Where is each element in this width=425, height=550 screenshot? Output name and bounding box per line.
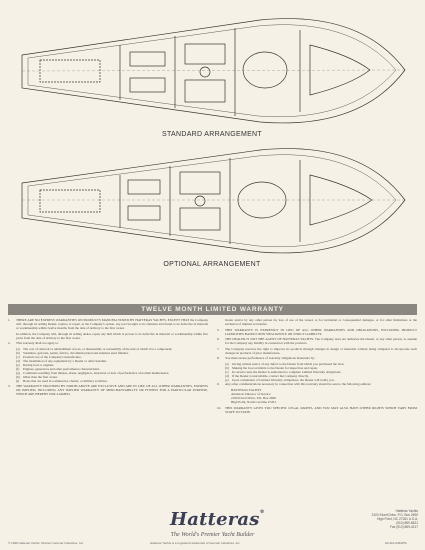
- item-number: 9.: [217, 382, 220, 387]
- optional-caption: OPTIONAL ARRANGEMENT: [163, 261, 261, 268]
- item-text: The Company reserves the right to improve its products through changes in design or materials without being obligated to incorporate such changes in products of prior manufacture.: [225, 346, 417, 355]
- item-number: (d): [16, 359, 20, 364]
- item-text: Boats that are used in commercial, charter, or military activities.: [23, 379, 108, 384]
- item-text: Products not of the Company's manufacture.: [23, 354, 82, 359]
- warranty-left-column: [8, 318, 208, 397]
- item-number: (d): [225, 374, 229, 379]
- warranty-clause: [217, 318, 417, 326]
- warranty-clause: [217, 406, 417, 414]
- address-line: Attention: Director of Service: [231, 391, 271, 396]
- item-number: (a): [225, 361, 229, 366]
- item-number: (i): [16, 379, 20, 384]
- tagline: The World's Premier Yacht Builder: [170, 532, 255, 538]
- item-text: In addition, the Company will, through its selling dealer, repair any hull which is proven to be defective in material or workmanship within five years from the date of delivery to the first owner.: [16, 331, 208, 340]
- warranty-clause: [217, 382, 417, 386]
- item-number: 6.: [217, 337, 220, 342]
- warranty-clause: [217, 356, 417, 360]
- item-text: Conditions resulting from misuse, abuse, negligence, alteration or lack of performance of normal maintenance.: [23, 371, 170, 376]
- item-number: 7.: [217, 346, 220, 351]
- standard-caption: STANDARD ARRANGEMENT: [162, 131, 262, 138]
- item-number: 5.: [217, 327, 220, 332]
- item-text: If the Dealer is unavailable, contact the Company directly.: [232, 374, 309, 379]
- item-text: You must secure performance of warranty obligations hereunder by:: [225, 356, 315, 361]
- warranty-clause: [217, 347, 417, 355]
- copyright: © 1996 Hatteras Yachts, Division Genmar Industries, Inc.: [8, 541, 84, 545]
- item-number: (a): [16, 346, 20, 351]
- item-text: THE WARRANTY PROVIDED BY NORTH ABOVE ARE EXCLUSIVE AND ARE IN LIEU OF ALL OTHER WARRANTIES, EXPRESS OR IMPLIED, INCLUDING ANY IMPLIED WARRANTY OF MERCHANTABILITY OR FITNESS FOR A PARTICULAR PURPOSE, WHICH ARE HEREBY DISCLAIMED.: [16, 383, 208, 396]
- item-number: (b): [16, 350, 20, 355]
- item-number: [8, 332, 16, 340]
- item-text: THIS WARRANTY GIVES YOU SPECIFIC LEGAL RIGHTS, AND YOU MAY ALSO HAVE OTHER RIGHTS WHICH VARY FROM STATE TO STATE.: [225, 406, 417, 415]
- item-text: Racing boat or engines.: [23, 363, 55, 368]
- trademark: Hatteras Yachts is a registered trademark of Genmar Industries, Inc.: [150, 541, 241, 545]
- item-number: (c): [225, 369, 229, 374]
- warranty-clause: [8, 318, 208, 330]
- item-text: THERE ARE NO EXPRESS WARRANTIES ON PRODUCTS MANUFACTURED BY HATTERAS YACHTS, EXCEPT THAT the Company will, through its selling Dealer, replace or repair, at the Company's option, any part brought to its attention and found to be defective in material or workmanship within twelve months from the date of delivery to the first owner.: [16, 318, 208, 331]
- item-text: THIS WARRANTY IS EXPRESSLY IN LIEU OF ALL OTHER WARRANTIES AND OBLIGATIONS, INCLUDING PRODUCT LIABILITIES BASED UPON NEGLIGENCE OR STRICT LIABILITY.: [225, 327, 417, 336]
- item-text: Upon completion of Limited Warranty obligations, the Dealer will notify you.: [232, 378, 335, 383]
- item-number: 1.: [8, 318, 11, 322]
- address-line: HATTERAS YACHTS: [231, 387, 262, 392]
- warranty-clause: [8, 384, 208, 396]
- item-number: 2.: [8, 341, 11, 346]
- standard-arrangement-plan: [22, 19, 405, 123]
- item-number: 3.: [8, 383, 11, 388]
- item-number: (g): [16, 371, 20, 376]
- warranty-clause: [217, 337, 417, 345]
- contact-block: [360, 509, 418, 529]
- item-text: THE DEALER IS NOT THE AGENT OF HATTERAS YACHTS. The Company does not authorize the Dealer, or any other person, to assume for the Company any liability in connection with the products.: [225, 337, 417, 346]
- item-number: (b): [225, 365, 229, 370]
- item-text: Varnishes, gelcoats, paints, fabrics, chromium plated and stainless steel finishes.: [23, 350, 129, 355]
- warranty-clause: [8, 332, 208, 340]
- warranty-clause: [8, 341, 208, 345]
- service-address: [231, 388, 417, 404]
- contact-line: (910) 889-6621: [396, 521, 418, 526]
- address-line: 2100 Kivett Drive, P.O. Box 2690: [231, 395, 276, 400]
- hatteras-logo: Hatteras®: [170, 509, 265, 530]
- warranty-right-column: [217, 318, 417, 416]
- contact-line: High Point, NC 27261 U.S.A.: [377, 517, 418, 522]
- item-number: (e): [225, 378, 229, 383]
- optional-arrangement-plan: [22, 149, 405, 253]
- item-number: 8.: [217, 356, 220, 361]
- document-code: HC410-0394PM: [385, 541, 407, 545]
- item-text: The cost of removal or reinstallment of part, or disassembly or reassembly of the unit of which it is a component.: [23, 346, 173, 351]
- item-text: Other than the first owner.: [23, 375, 58, 380]
- address-line: High Point, North Carolina 27261: [231, 400, 276, 405]
- item-number: (e): [16, 363, 20, 368]
- contact-line: Fax (910) 889-4217: [390, 525, 418, 530]
- warranty-clause: [217, 328, 417, 336]
- item-text: Engines, generators and other performance characteristics.: [23, 367, 101, 372]
- item-text: The installation of any equipment by a Dealer or other installer.: [23, 359, 107, 364]
- item-text: Any other communications necessary in connection with this warranty should be sent to the following address:: [225, 382, 372, 387]
- item-number: (c): [16, 354, 20, 359]
- item-number: 10.: [217, 406, 222, 411]
- item-text: Making the boat available to the Dealer for inspection and repair.: [232, 365, 318, 370]
- item-text: Giving written notice of any defect to the Dealer from which you purchased the boat.: [232, 361, 345, 366]
- item-text: In certain cases the Dealer is authorized to complete Limited Warranty obligations.: [232, 369, 342, 374]
- item-number: (f): [16, 367, 20, 372]
- warranty-text: [8, 318, 417, 514]
- warranty-heading: TWELVE MONTH LIMITED WARRANTY: [8, 304, 417, 315]
- item-number: (h): [16, 375, 20, 380]
- contact-line: Hatteras Yachts: [395, 509, 418, 513]
- item-text: boater and/or by any other person for loss of use of the vessel, or for incidental or consequential damages, or for other limitations or the exclusion of implied warranties.: [225, 318, 417, 327]
- contact-line: 2100 Kivett Drive, P.O. Box 2690: [371, 513, 418, 518]
- item-text: This warranty shall not apply to:: [16, 341, 59, 346]
- item-number: [217, 318, 225, 326]
